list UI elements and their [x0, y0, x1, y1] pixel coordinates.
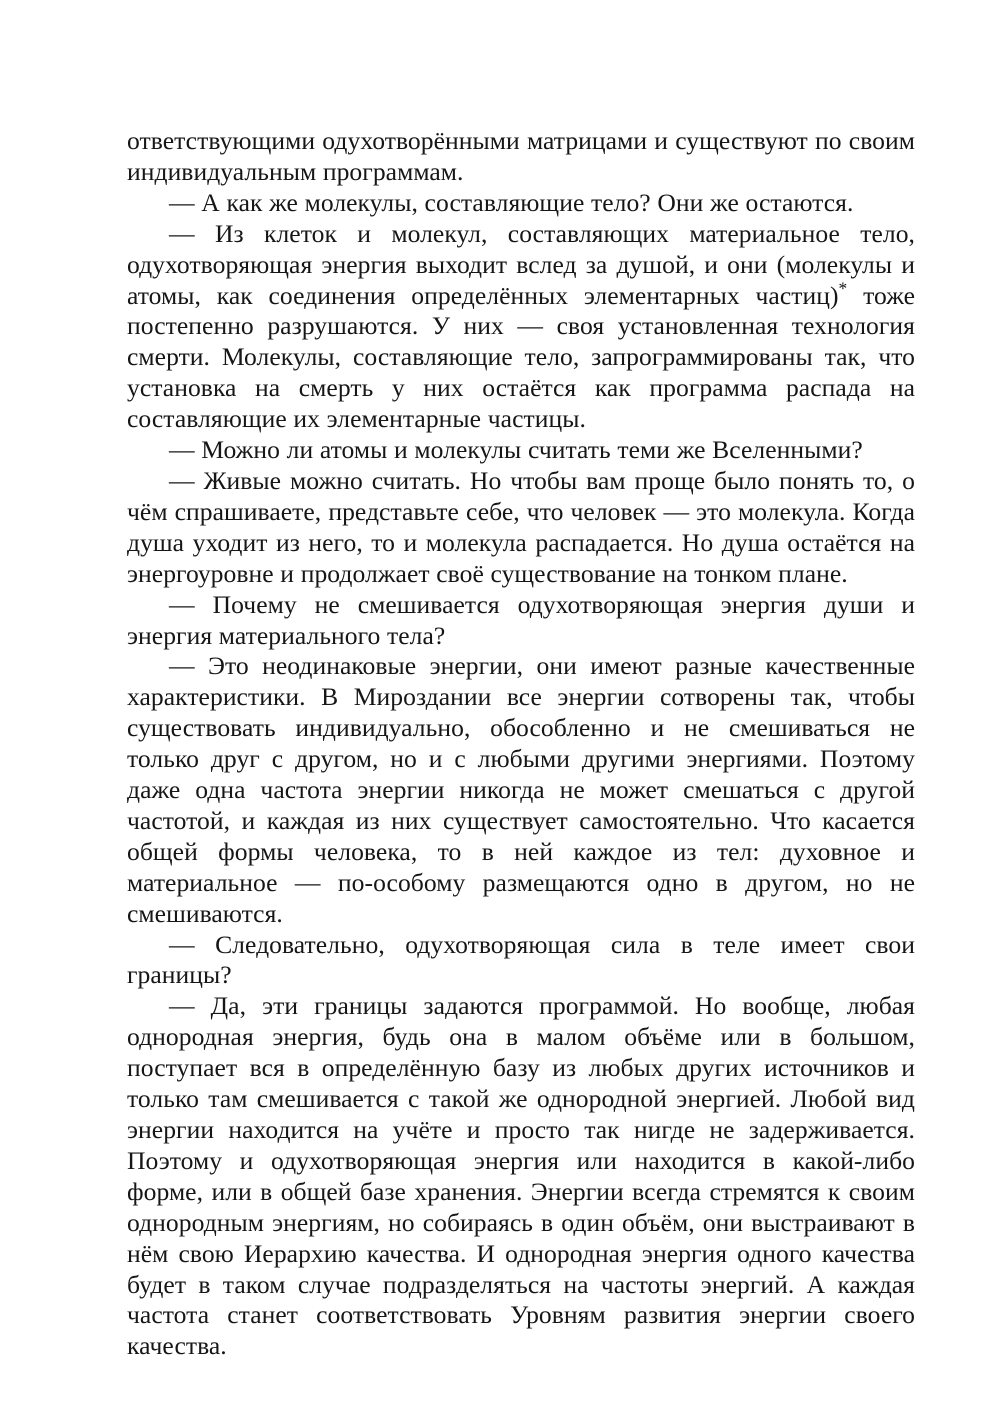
paragraph-continuation: ответствующими одухотворёнными матрицами и существуют по своим индивидуальным программам.	[127, 126, 915, 186]
paragraph-dialogue-2	[127, 219, 915, 435]
paragraph-dialogue-1: — А как же молекулы, составляющие тело? Они же остаются.	[169, 187, 854, 217]
paragraph-dialogue-6: — Это неодинаковые энергии, они имеют разные качественные характеристики. В Мироздании все энергии сотворены так, чтобы существовать индивидуально, обособленно и не смешиваться не только друг с другом, но и с любыми другими энергиями. Поэтому даже одна частота энергии никогда не может смешаться с другой частотой, и каждая из них существует самостоятельно. Что касается общей формы человека, то в ней каждое из тел: духовное и материальное — по-особому размещаются одно в другом, но не смешиваются.	[127, 651, 915, 928]
paragraph-dialogue-4: — Живые можно считать. Но чтобы вам проще было понять то, о чём спрашиваете, представьте себе, что человек — это молекула. Когда душа уходит из него, то и молекула распадается. Но душа остаётся на энергоуровне и продолжает своё существование на тонком плане.	[127, 465, 915, 588]
paragraph-dialogue-7: — Следовательно, одухотворяющая сила в теле имеет свои границы?	[127, 929, 915, 990]
text-column	[127, 126, 915, 1362]
footnote-marker-asterisk: *	[838, 278, 848, 298]
paragraph-dialogue-8: — Да, эти границы задаются программой. Но вообще, любая однородная энергия, будь она в малом объёме или в большом, поступает вся в определённую базу из любых других источников и только там смешивается с такой же однородной энергией. Любой вид энергии находится на учёте и просто так нигде не задерживается. Поэтому и одухотворяющая энергия или находится в какой-либо форме, или в общей базе хранения. Энергии всегда стремятся к своим однородным энергиям, но собираясь в один объём, они выстраивают в нём свою Иерархию качества. И однородная энергия одного качества будет в таком случае подразделяться на частоты энергий. А каждая частота станет соответствовать Уровням развития энергии своего качества.	[127, 991, 915, 1361]
paragraph-text-before-footnote: — Из клеток и молекул, составляющих материальное тело, одухотворяющая энергия выходит вслед за душой, и они (молекулы и атомы, как соединения определённых элементарных частиц)	[127, 218, 915, 310]
paragraph-dialogue-3: — Можно ли атомы и молекулы считать теми же Вселенными?	[169, 435, 863, 465]
paragraph-text-after-footnote: тоже постепенно разрушаются. У них — своя установленная технология смерти. Молекулы, составляющие тело, запрограммированы так, что установка на смерть у них остаётся как программа распада на составляющие их элементарные частицы.	[127, 280, 916, 434]
paragraph-dialogue-5: — Почему не смешивается одухотворяющая энергия души и энергия материального тела?	[127, 589, 915, 650]
